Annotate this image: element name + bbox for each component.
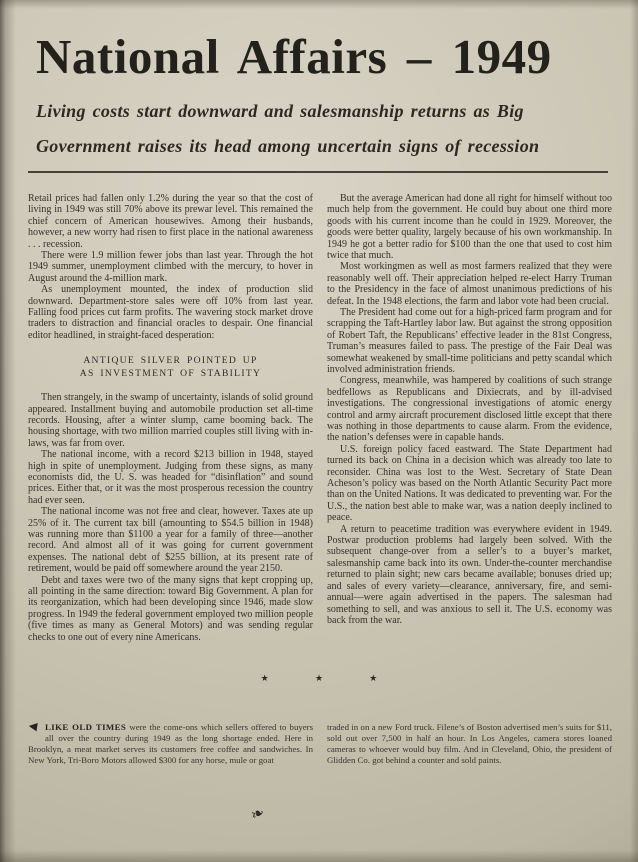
article-paragraph: Then strangely, in the swamp of uncertainty, islands of solid ground appeared. Installment buying and automobile production set all-time records. Housing, after a winter slump, came booming back. The housing shortage, with two million married couples still living with in-laws, was far from over. xyxy=(28,392,313,449)
article-header xyxy=(0,0,638,173)
right-column xyxy=(327,193,612,643)
star-icon: ★ xyxy=(314,673,324,684)
inline-headline xyxy=(28,354,313,380)
star-icon: ★ xyxy=(260,673,269,684)
subtitle-line-1: Living costs start downward and salesmanship returns as Big xyxy=(36,100,524,121)
article-paragraph: The President had come out for a high-priced farm program and for scrapping the Taft-Hartley labor law. But against the strong opposition of Robert Taft, the Republicans’ effective leader in the 81st Congress, Truman’s measures failed to pass. The prestige of the Fair Deal was somewhat weakened by small-time politicians and petty scandal which involved administration friends. xyxy=(327,306,612,375)
page-gutter-shadow xyxy=(0,0,16,862)
article-paragraph: Most workingmen as well as most farmers realized that they were reasonably well off. Their appreciation helped re-elect Harry Truman to the Presidency in the face of almost unanimous predictions of his defeat. In the 1948 elections, the farm and labor vote had been crucial. xyxy=(327,261,612,307)
star-icon: ★ xyxy=(369,673,378,684)
article-body xyxy=(0,173,638,643)
article-paragraph: Congress, meanwhile, was hampered by coalitions of such strange bedfellows as Republicans and Dixiecrats, and by ill-advised investigations. The congressional investigations of atomic energy control and army aircraft procurement disclosed little except that there was nothing in those departments to cause alarm. From the evidence, the nation’s defenses were in capable hands. xyxy=(327,375,612,444)
photo-caption-block xyxy=(0,684,638,766)
article-paragraph: But the average American had done all right for himself without too much help from the government. He could buy about one third more goods with his current income than he could in 1929. Moreover, the goods were better quality, largely because of his own workmanship. In 1949 he got a better radio for $100 than the one that used to cost him twice that much. xyxy=(327,192,612,261)
caption-left xyxy=(28,722,313,766)
article-paragraph: Retail prices had fallen only 1.2% during the year so that the cost of living in 1949 was still 70% above its prewar level. This remained the chief concern of American housewives. Among their husbands, however, a new worry had risen to first place in the national awareness . . . recession. xyxy=(28,192,313,250)
left-column xyxy=(28,193,313,643)
article-paragraph: There were 1.9 million fewer jobs than last year. Through the hot 1949 summer, unemployment climbed with the mercury, to hover in August around the 4-million mark. xyxy=(28,249,313,284)
header-rule xyxy=(28,171,608,173)
caption-arrow-icon: ◀ xyxy=(28,720,39,734)
page-edge-shadow-bottom xyxy=(0,850,638,862)
inline-headline-line-2: AS INVESTMENT OF STABILITY xyxy=(79,368,262,380)
article-paragraph: As unemployment mounted, the index of production slid downward. Department-store sales were off 10% from last year. Falling food prices cut farm profits. The wavering stock market drove traders to distraction and financial oracles to despair. One financial editor headlined, in straight-faced desperation: xyxy=(28,284,313,341)
section-divider-stars xyxy=(0,673,638,684)
article-paragraph: U.S. foreign policy faced eastward. The State Department had turned its back on China in a decision which was already too late to reconsider. China was lost to the West. Secretary of State Dean Acheson’s policy was based on the North Atlantic Security Pact more than on the United Nations. It was dedicated to preventing war. For the U.S., the nation best able to make war, was a nation deeply inclined to peace. xyxy=(327,443,612,524)
subtitle-line-2: Government raises its head among uncertain signs of recession xyxy=(36,135,540,156)
article-paragraph: Debt and taxes were two of the many signs that kept cropping up, all pointing in the same direction: toward Big Government. A plan for its reorganization, which had been developing since 1946, made slow progress. In 1949 the federal government employed two million people (five times as many as General Motors) and was sending regular checks to one out of every nine Americans. xyxy=(28,574,313,643)
page-ornament-icon: ❧ xyxy=(248,803,268,825)
article-paragraph: The national income was not free and clear, however. Taxes ate up 25% of it. The current tax bill (amounting to $54.5 billion in 1948) was running more than $1100 a year for a family of three—another record. And almost all of it was going for current government expenses. The national debt of $255 billion, at its present rate of retirement, would be paid off somewhere around the year 2150. xyxy=(28,506,313,575)
inline-headline-line-1: ANTIQUE SILVER POINTED UP xyxy=(83,355,258,367)
caption-text: were the come-ons which sellers offered to buyers all over the country during 1949 as the long shortage ended. Here in Brooklyn, a meat market serves its customers free coffee and sandwiches. In New York, Tri-Boro Motors allowed $300 for any horse, mule or goat xyxy=(28,722,314,766)
page-title: National Affairs – 1949 xyxy=(36,29,552,84)
caption-right: traded in on a new Ford truck. Filene’s of Boston advertised men’s suits for $11, sold out over 7,500 in half an hour. In Los Angeles, camera stores loaned cameras to whoever would buy film. And in Cleveland, Ohio, the president of Glidden Co. got behind a counter and sold paints. xyxy=(327,722,612,766)
caption-lead: LIKE OLD TIMES xyxy=(45,722,127,733)
article-paragraph: The national income, with a record $213 billion in 1948, stayed high in spite of unemployment. Judging from these signs, as many economists did, the U. S. was headed for “disinflation” and sound prices. Either that, or it was the most prosperous recession the country had ever seen. xyxy=(28,449,313,506)
article-paragraph: A return to peacetime tradition was everywhere evident in 1949. Postwar production problems had largely been solved. With the subsequent change-over from a seller’s to a buyer’s market, salesmanship came back into its own. Under-the-counter merchandise returned to plain sight; new cars became available; bonuses dried up; and sales of every variety—clearance, anniversary, fire, and semi-annual—were again advertised in the papers. The salesman had something to sell, and was anxious to sell it. The U.S. economy was back from the war. xyxy=(327,523,612,626)
